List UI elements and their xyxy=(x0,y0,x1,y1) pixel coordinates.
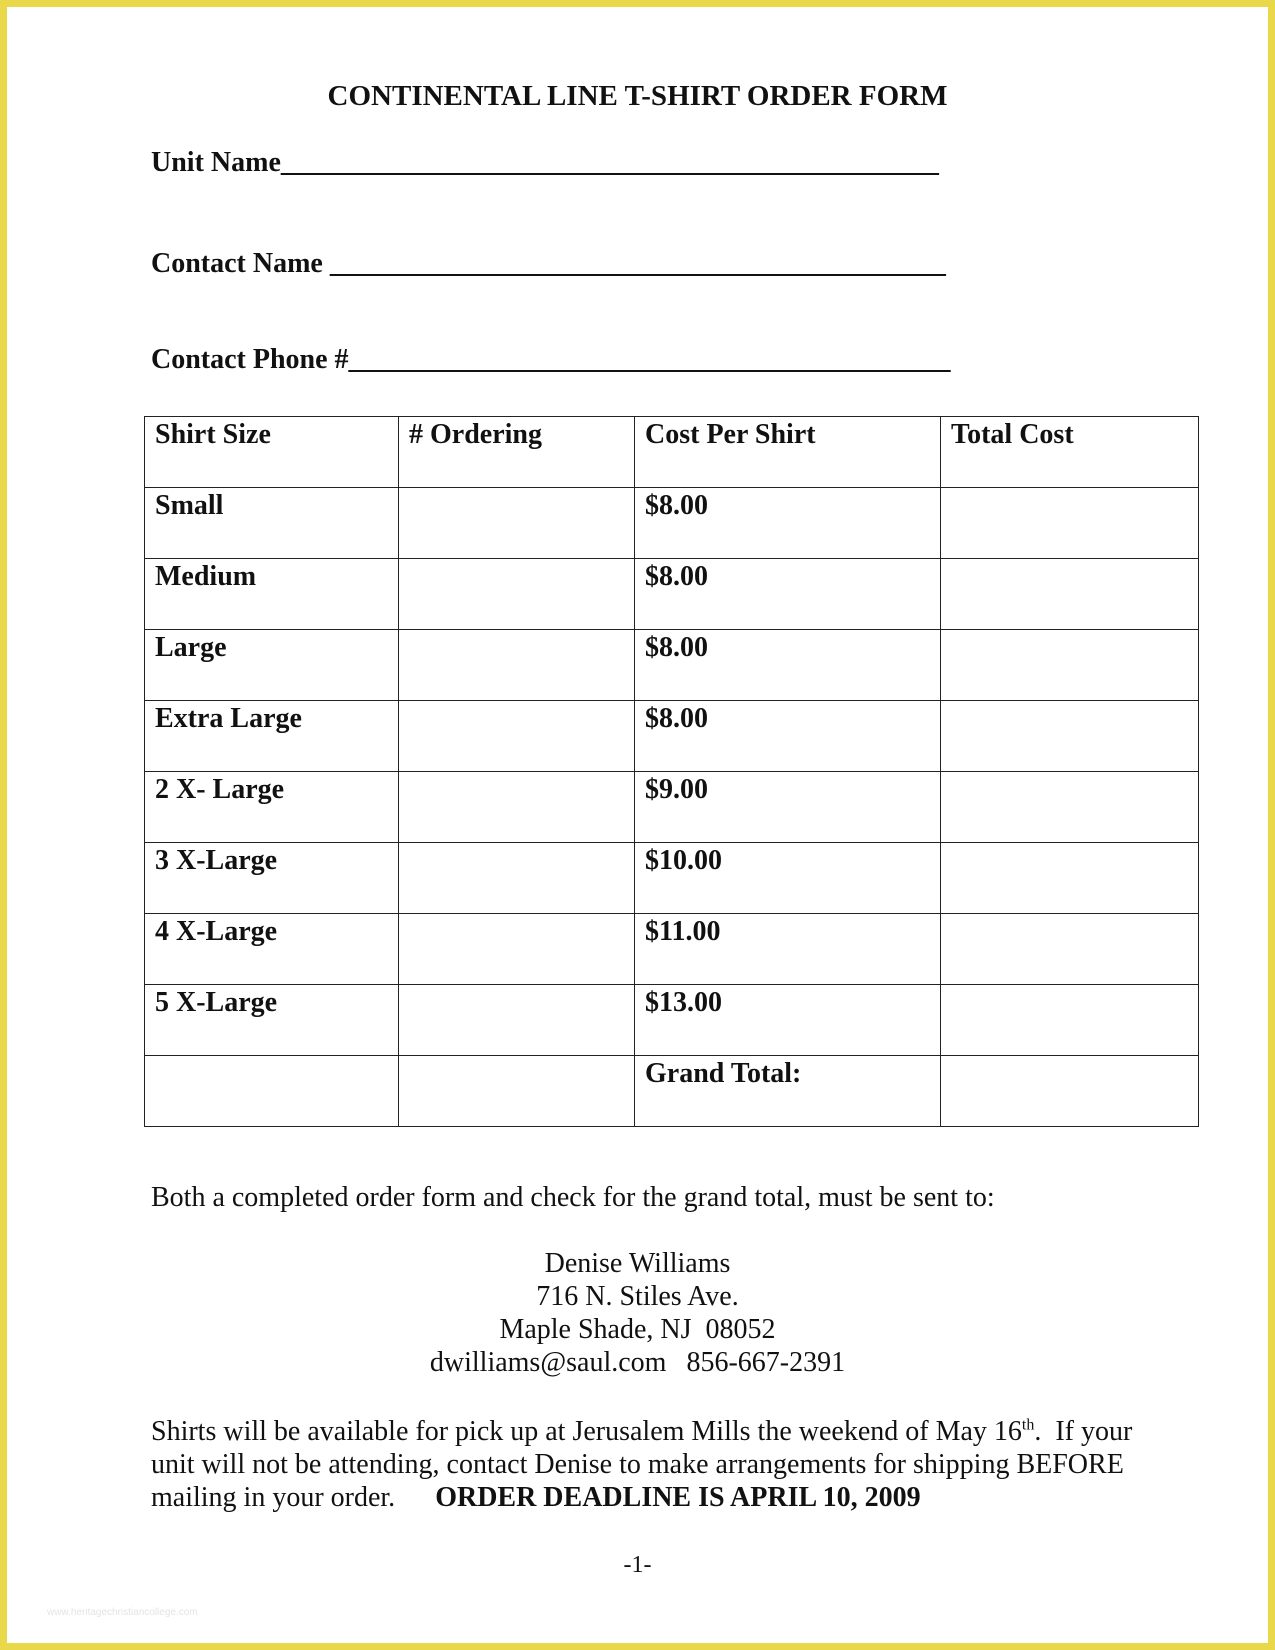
contact-phone-label: Contact Phone # xyxy=(151,344,349,375)
contact-name-field[interactable] xyxy=(151,248,946,280)
cost-cell: $8.00 xyxy=(635,630,941,701)
pickup-text-a: Shirts will be available for pick up at Jerusalem Mills the weekend of May 16 xyxy=(151,1416,1022,1447)
ordering-cell[interactable] xyxy=(399,630,635,701)
ordering-cell[interactable] xyxy=(399,701,635,772)
header-cost-per-shirt: Cost Per Shirt xyxy=(635,417,941,488)
total-cell[interactable] xyxy=(941,843,1199,914)
total-cell[interactable] xyxy=(941,772,1199,843)
cost-cell: $11.00 xyxy=(635,914,941,985)
total-cell[interactable] xyxy=(941,701,1199,772)
order-deadline: ORDER DEADLINE IS APRIL 10, 2009 xyxy=(435,1482,921,1513)
ordering-cell[interactable] xyxy=(399,843,635,914)
grand-total-cell[interactable] xyxy=(941,1056,1199,1127)
address-street: 716 N. Stiles Ave. xyxy=(536,1281,739,1312)
unit-name-field[interactable] xyxy=(151,147,939,179)
address-contact xyxy=(7,1346,1268,1379)
contact-phone-blank[interactable]: ___________________________________________ xyxy=(348,344,951,375)
empty-cell xyxy=(399,1056,635,1127)
pickup-superscript: th xyxy=(1021,1416,1035,1434)
form-title: CONTINENTAL LINE T-SHIRT ORDER FORM xyxy=(327,80,948,112)
total-cell[interactable] xyxy=(941,985,1199,1056)
page-number: -1- xyxy=(623,1552,652,1578)
table-row xyxy=(145,630,1199,701)
table-row xyxy=(145,985,1199,1056)
total-cell[interactable] xyxy=(941,559,1199,630)
contact-name-blank[interactable]: ____________________________________________ xyxy=(329,248,946,279)
cost-cell: $10.00 xyxy=(635,843,941,914)
table-row xyxy=(145,488,1199,559)
size-cell: Large xyxy=(145,630,399,701)
instructions-text: Both a completed order form and check for the grand total, must be sent to: xyxy=(151,1182,995,1213)
table-row xyxy=(145,914,1199,985)
pickup-notice xyxy=(151,1415,1151,1514)
ordering-cell[interactable] xyxy=(399,772,635,843)
address-city: Maple Shade, NJ 08052 xyxy=(499,1314,776,1345)
watermark: www.heritagechristiancollege.com xyxy=(47,1607,198,1618)
address-email[interactable]: dwilliams@saul.com xyxy=(429,1347,667,1378)
ordering-cell[interactable] xyxy=(399,559,635,630)
table-row xyxy=(145,843,1199,914)
header-ordering: # Ordering xyxy=(399,417,635,488)
total-cell[interactable] xyxy=(941,914,1199,985)
empty-cell xyxy=(145,1056,399,1127)
size-cell: 5 X-Large xyxy=(145,985,399,1056)
size-cell: Medium xyxy=(145,559,399,630)
address-phone: 856-667-2391 xyxy=(686,1347,846,1378)
header-total-cost: Total Cost xyxy=(941,417,1199,488)
ordering-cell[interactable] xyxy=(399,488,635,559)
ordering-cell[interactable] xyxy=(399,914,635,985)
header-shirt-size: Shirt Size xyxy=(145,417,399,488)
cost-cell: $8.00 xyxy=(635,488,941,559)
table-header-row xyxy=(145,417,1199,488)
cost-cell: $9.00 xyxy=(635,772,941,843)
grand-total-row xyxy=(145,1056,1199,1127)
cost-cell: $8.00 xyxy=(635,559,941,630)
unit-name-label: Unit Name xyxy=(151,147,281,178)
size-cell: 2 X- Large xyxy=(145,772,399,843)
table-row xyxy=(145,701,1199,772)
unit-name-blank[interactable]: _______________________________________________ xyxy=(280,147,939,178)
grand-total-label: Grand Total: xyxy=(635,1056,941,1127)
size-cell: 4 X-Large xyxy=(145,914,399,985)
ordering-cell[interactable] xyxy=(399,985,635,1056)
total-cell[interactable] xyxy=(941,630,1199,701)
size-cell: Extra Large xyxy=(145,701,399,772)
pickup-text-b: . If your unit will not be attending, contact Denise to make arrangements for shipping BEFORE mailing in your order. xyxy=(151,1416,1140,1513)
table-row xyxy=(145,559,1199,630)
size-cell: 3 X-Large xyxy=(145,843,399,914)
size-cell: Small xyxy=(145,488,399,559)
contact-name-label: Contact Name xyxy=(151,248,330,279)
address-name: Denise Williams xyxy=(544,1248,731,1279)
order-table xyxy=(144,416,1199,1127)
cost-cell: $8.00 xyxy=(635,701,941,772)
contact-phone-field[interactable] xyxy=(151,344,951,376)
table-row xyxy=(145,772,1199,843)
mailing-address xyxy=(7,1247,1268,1379)
total-cell[interactable] xyxy=(941,488,1199,559)
cost-cell: $13.00 xyxy=(635,985,941,1056)
